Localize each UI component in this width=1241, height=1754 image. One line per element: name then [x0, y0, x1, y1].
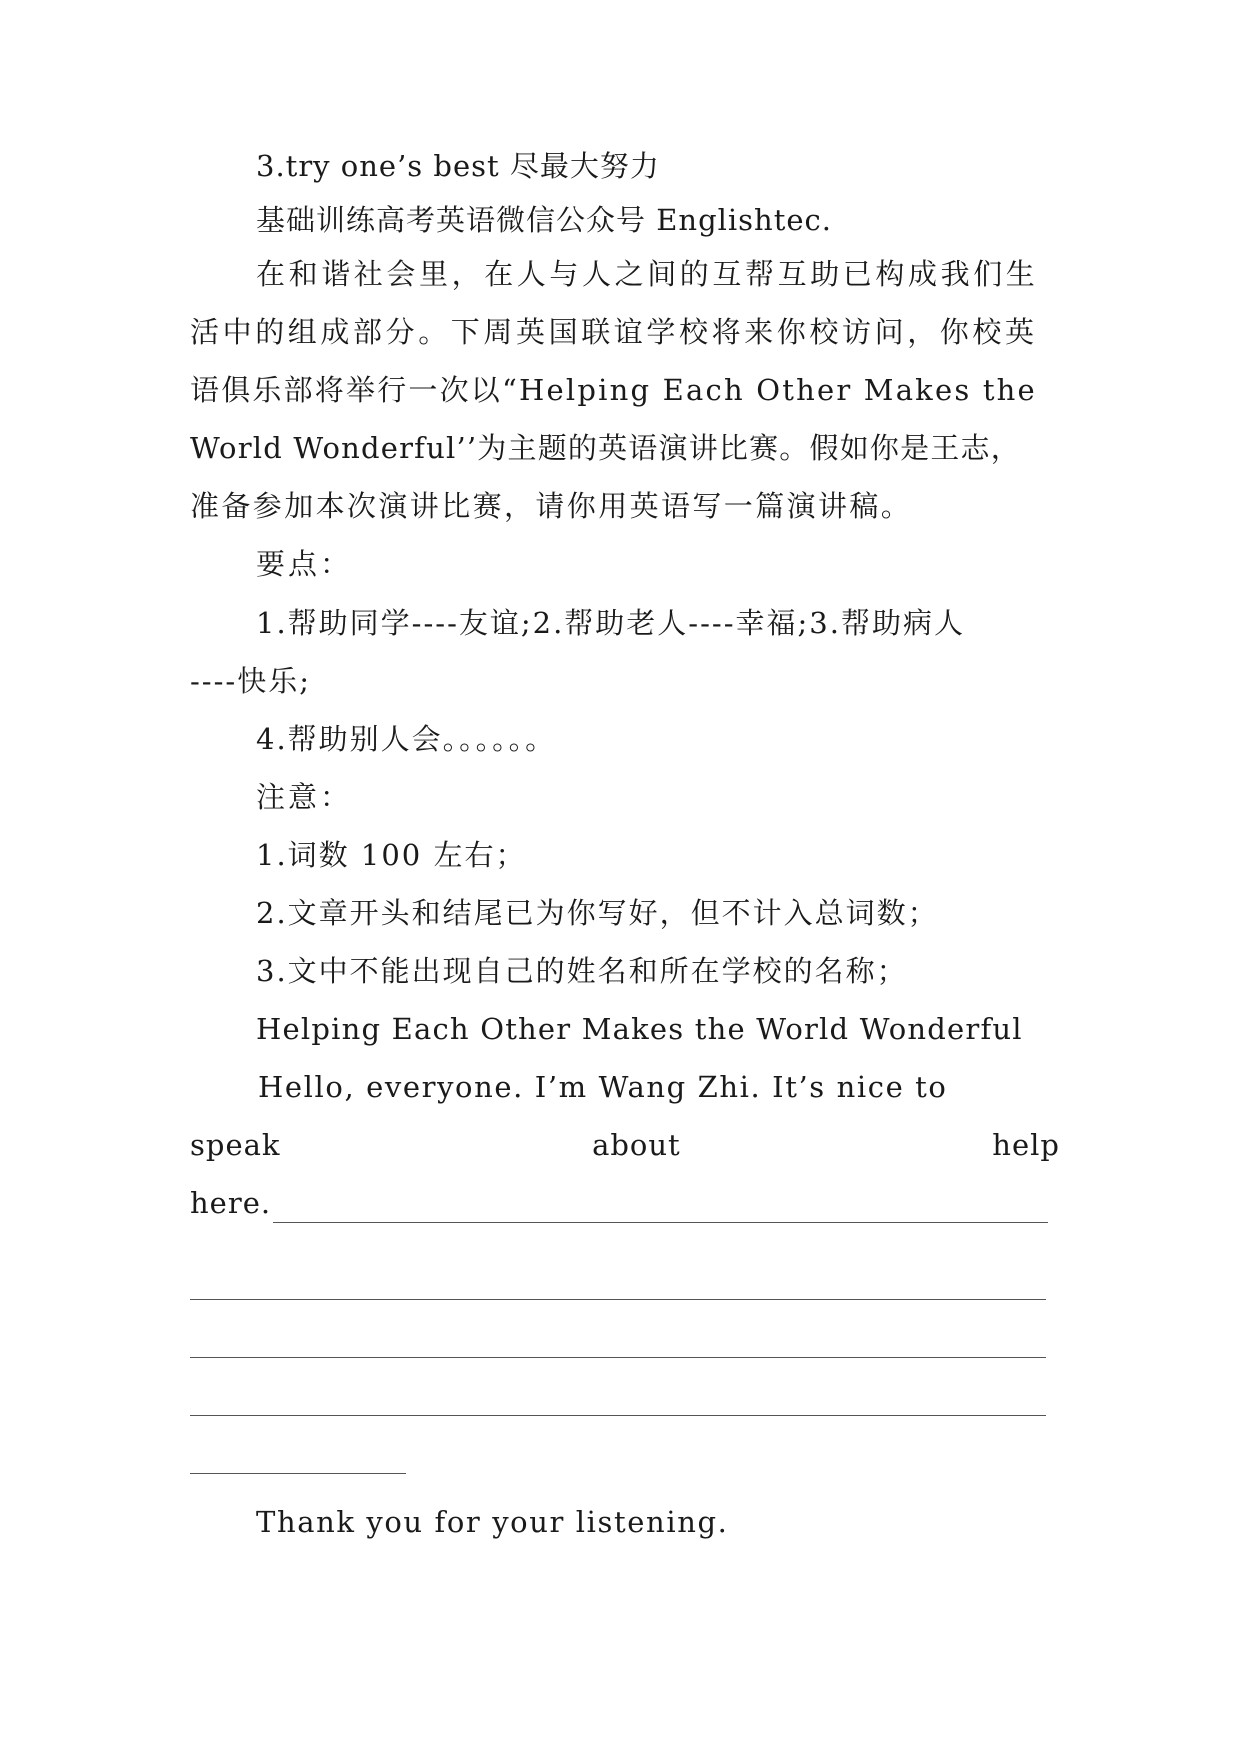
opening-word-speak: speak: [190, 1128, 281, 1162]
notes-heading: 注意：: [256, 780, 353, 814]
phrase-line: 3.try one’s best 尽最大努力: [256, 149, 660, 183]
prompt-paragraph-line-5: 准备参加本次演讲比赛，请你用英语写一篇演讲稿。: [190, 489, 913, 523]
essay-opening-line-2: [190, 1125, 1060, 1165]
note-1: 1.词数 100 左右；: [256, 838, 527, 872]
essay-title: Helping Each Other Makes the World Wonderful: [256, 1012, 1023, 1046]
answer-blank-2[interactable]: [190, 1299, 1046, 1300]
opening-word-here: here.: [190, 1186, 272, 1220]
prompt-paragraph-line-3: 语俱乐部将举行一次以“Helping Each Other Makes the: [190, 373, 1037, 407]
training-line: 基础训练高考英语微信公众号 Englishtec.: [256, 203, 833, 237]
answer-blank-4[interactable]: [190, 1415, 1046, 1416]
closing-line: Thank you for your listening.: [256, 1505, 729, 1539]
opening-word-help: help: [992, 1128, 1060, 1162]
opening-word-about: about: [592, 1128, 681, 1162]
prompt-paragraph-line-4: World Wonderful’’为主题的英语演讲比赛。假如你是王志，: [190, 431, 1021, 465]
answer-blank-1[interactable]: [273, 1194, 1048, 1223]
point-1: 1.帮助同学----友谊;2.帮助老人----幸福;3.帮助病人: [256, 606, 965, 640]
answer-line-1[interactable]: [190, 1183, 1060, 1223]
points-heading: 要点：: [256, 547, 353, 581]
essay-opening-line-1: Hello, everyone. I’m Wang Zhi. It’s nice to: [258, 1070, 948, 1104]
note-2: 2.文章开头和结尾已为你写好，但不计入总词数；: [256, 896, 939, 930]
prompt-paragraph-line-2: 活中的组成部分。下周英国联谊学校将来你校访问，你校英: [190, 315, 1038, 349]
answer-blank-5[interactable]: [190, 1473, 406, 1474]
point-4: 4.帮助别人会。。。。。。: [256, 722, 557, 756]
prompt-paragraph-line-1: 在和谐社会里，在人与人之间的互帮互助已构成我们生: [256, 257, 1039, 291]
note-3: 3.文中不能出现自己的姓名和所在学校的名称；: [256, 954, 908, 988]
answer-blank-3[interactable]: [190, 1357, 1046, 1358]
point-1-continued: ----快乐;: [190, 664, 311, 698]
